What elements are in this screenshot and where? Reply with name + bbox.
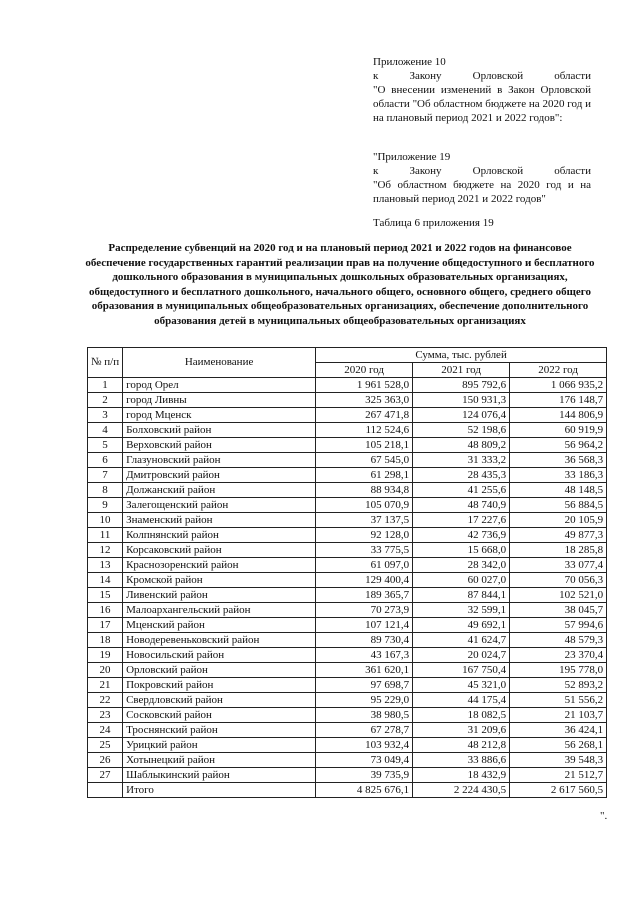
row-number: 9 <box>88 498 123 513</box>
value-2020: 105 218,1 <box>316 438 413 453</box>
value-2020: 67 545,0 <box>316 453 413 468</box>
value-2022: 21 103,7 <box>510 708 607 723</box>
appendix-19-header <box>373 150 591 206</box>
value-2021: 48 809,2 <box>413 438 510 453</box>
value-2020: 37 137,5 <box>316 513 413 528</box>
appendix-10-line2: к Закону Орловской области <box>373 70 591 82</box>
appendix-10-line3: "О внесении изменений в Закон Орловской области "Об областном бюджете на 2020 год и на плановый период 2021 и 2022 годов": <box>373 84 591 124</box>
row-name: город Орел <box>123 378 316 393</box>
row-number: 13 <box>88 558 123 573</box>
value-2020: 67 278,7 <box>316 723 413 738</box>
table-row <box>88 438 607 453</box>
header-number: № п/п <box>88 348 123 378</box>
row-name: Колпнянский район <box>123 528 316 543</box>
row-number: 11 <box>88 528 123 543</box>
row-number: 15 <box>88 588 123 603</box>
row-number: 10 <box>88 513 123 528</box>
value-2021: 28 435,3 <box>413 468 510 483</box>
value-2021: 41 624,7 <box>413 633 510 648</box>
table-row <box>88 738 607 753</box>
value-2021: 41 255,6 <box>413 483 510 498</box>
row-number: 8 <box>88 483 123 498</box>
table-reference: Таблица 6 приложения 19 <box>373 217 494 229</box>
table-row <box>88 378 607 393</box>
total-label: Итого <box>123 783 316 798</box>
row-name: Шаблыкинский район <box>123 768 316 783</box>
value-2020: 95 229,0 <box>316 693 413 708</box>
value-2021: 150 931,3 <box>413 393 510 408</box>
header-name: Наименование <box>123 348 316 378</box>
row-number: 3 <box>88 408 123 423</box>
value-2020: 189 365,7 <box>316 588 413 603</box>
value-2020: 361 620,1 <box>316 663 413 678</box>
row-number: 19 <box>88 648 123 663</box>
value-2020: 39 735,9 <box>316 768 413 783</box>
row-name: Свердловский район <box>123 693 316 708</box>
value-2021: 28 342,0 <box>413 558 510 573</box>
table-row <box>88 543 607 558</box>
value-2022: 52 893,2 <box>510 678 607 693</box>
value-2021: 17 227,6 <box>413 513 510 528</box>
table-row <box>88 633 607 648</box>
value-2022: 56 268,1 <box>510 738 607 753</box>
row-name: Ливенский район <box>123 588 316 603</box>
value-2022: 38 045,7 <box>510 603 607 618</box>
row-number: 24 <box>88 723 123 738</box>
row-number: 22 <box>88 693 123 708</box>
value-2020: 129 400,4 <box>316 573 413 588</box>
value-2020: 267 471,8 <box>316 408 413 423</box>
table-row <box>88 603 607 618</box>
value-2022: 70 056,3 <box>510 573 607 588</box>
row-name: Урицкий район <box>123 738 316 753</box>
row-name: Сосковский район <box>123 708 316 723</box>
document-title: Распределение субвенций на 2020 год и на плановый период 2021 и 2022 годов на финансовое обеспечение государственных гарантий реализации прав на получение общедоступного и бесплатного дошкольного образования в муниципальных дошкольных образовательных организациях, общедоступного и бесплатного дошкольного, начального общего, основного общего, среднего общего образования в муниципальных общеобразовательных организациях, обеспечение дополнительного образования детей в муниципальных общеобразовательных организациях <box>85 242 595 327</box>
value-2021: 15 668,0 <box>413 543 510 558</box>
value-2020: 89 730,4 <box>316 633 413 648</box>
row-name: город Ливны <box>123 393 316 408</box>
appendix-10-header <box>373 55 591 125</box>
value-2021: 60 027,0 <box>413 573 510 588</box>
total-2021: 2 224 430,5 <box>413 783 510 798</box>
row-name: Глазуновский район <box>123 453 316 468</box>
header-year-2022: 2022 год <box>510 363 607 378</box>
value-2021: 124 076,4 <box>413 408 510 423</box>
value-2021: 45 321,0 <box>413 678 510 693</box>
table-row <box>88 618 607 633</box>
row-name: Верховский район <box>123 438 316 453</box>
value-2022: 36 568,3 <box>510 453 607 468</box>
value-2020: 33 775,5 <box>316 543 413 558</box>
row-number: 23 <box>88 708 123 723</box>
value-2022: 176 148,7 <box>510 393 607 408</box>
appendix-19-line3: "Об областном бюджете на 2020 год и на плановый период 2021 и 2022 годов" <box>373 179 591 205</box>
value-2022: 21 512,7 <box>510 768 607 783</box>
row-number: 21 <box>88 678 123 693</box>
table-row <box>88 648 607 663</box>
row-name: Корсаковский район <box>123 543 316 558</box>
value-2020: 88 934,8 <box>316 483 413 498</box>
value-2020: 103 932,4 <box>316 738 413 753</box>
row-number: 20 <box>88 663 123 678</box>
value-2022: 23 370,4 <box>510 648 607 663</box>
row-name: Кромской район <box>123 573 316 588</box>
header-year-2021: 2021 год <box>413 363 510 378</box>
row-name: Троснянский район <box>123 723 316 738</box>
value-2021: 33 886,6 <box>413 753 510 768</box>
value-2022: 57 994,6 <box>510 618 607 633</box>
value-2022: 49 877,3 <box>510 528 607 543</box>
value-2021: 20 024,7 <box>413 648 510 663</box>
table-row <box>88 663 607 678</box>
value-2022: 51 556,2 <box>510 693 607 708</box>
value-2022: 48 579,3 <box>510 633 607 648</box>
header-sum: Сумма, тыс. рублей <box>316 348 607 363</box>
value-2021: 895 792,6 <box>413 378 510 393</box>
row-number: 26 <box>88 753 123 768</box>
row-name: Должанский район <box>123 483 316 498</box>
row-name: Новосильский район <box>123 648 316 663</box>
value-2022: 56 964,2 <box>510 438 607 453</box>
table-row <box>88 693 607 708</box>
row-name: Хотынецкий район <box>123 753 316 768</box>
value-2020: 325 363,0 <box>316 393 413 408</box>
row-number: 5 <box>88 438 123 453</box>
value-2022: 36 424,1 <box>510 723 607 738</box>
row-number: 16 <box>88 603 123 618</box>
value-2020: 92 128,0 <box>316 528 413 543</box>
value-2020: 107 121,4 <box>316 618 413 633</box>
value-2021: 18 082,5 <box>413 708 510 723</box>
value-2021: 49 692,1 <box>413 618 510 633</box>
table-row <box>88 678 607 693</box>
table-row <box>88 423 607 438</box>
value-2022: 56 884,5 <box>510 498 607 513</box>
table-row <box>88 453 607 468</box>
value-2020: 1 961 528,0 <box>316 378 413 393</box>
closing-quote: ". <box>600 810 608 822</box>
value-2020: 70 273,9 <box>316 603 413 618</box>
row-name: Новодеревеньковский район <box>123 633 316 648</box>
value-2022: 1 066 935,2 <box>510 378 607 393</box>
value-2022: 39 548,3 <box>510 753 607 768</box>
value-2021: 42 736,9 <box>413 528 510 543</box>
table-row <box>88 393 607 408</box>
value-2021: 44 175,4 <box>413 693 510 708</box>
value-2022: 48 148,5 <box>510 483 607 498</box>
appendix-10-line1: Приложение 10 <box>373 56 446 68</box>
table-row <box>88 558 607 573</box>
value-2022: 144 806,9 <box>510 408 607 423</box>
row-number: 12 <box>88 543 123 558</box>
row-number: 2 <box>88 393 123 408</box>
value-2022: 195 778,0 <box>510 663 607 678</box>
row-name: Дмитровский район <box>123 468 316 483</box>
table-body <box>88 378 607 783</box>
value-2022: 33 077,4 <box>510 558 607 573</box>
table-row <box>88 513 607 528</box>
table-row <box>88 498 607 513</box>
row-name: Малоархангельский район <box>123 603 316 618</box>
row-name: Покровский район <box>123 678 316 693</box>
table-row <box>88 753 607 768</box>
value-2021: 18 432,9 <box>413 768 510 783</box>
table-row <box>88 573 607 588</box>
row-number: 17 <box>88 618 123 633</box>
total-num-cell <box>88 783 123 798</box>
table-row <box>88 768 607 783</box>
value-2021: 31 209,6 <box>413 723 510 738</box>
total-row <box>88 783 607 798</box>
value-2021: 32 599,1 <box>413 603 510 618</box>
value-2022: 33 186,3 <box>510 468 607 483</box>
value-2021: 48 212,8 <box>413 738 510 753</box>
value-2020: 61 097,0 <box>316 558 413 573</box>
value-2021: 167 750,4 <box>413 663 510 678</box>
table-row <box>88 483 607 498</box>
table-row <box>88 408 607 423</box>
table-row <box>88 528 607 543</box>
value-2020: 38 980,5 <box>316 708 413 723</box>
value-2020: 43 167,3 <box>316 648 413 663</box>
row-name: Краснозоренский район <box>123 558 316 573</box>
value-2021: 87 844,1 <box>413 588 510 603</box>
row-number: 1 <box>88 378 123 393</box>
row-number: 25 <box>88 738 123 753</box>
table-header-row <box>88 348 607 363</box>
value-2020: 112 524,6 <box>316 423 413 438</box>
row-number: 7 <box>88 468 123 483</box>
value-2022: 20 105,9 <box>510 513 607 528</box>
value-2020: 97 698,7 <box>316 678 413 693</box>
row-name: Орловский район <box>123 663 316 678</box>
value-2022: 60 919,9 <box>510 423 607 438</box>
appendix-19-line2: к Закону Орловской области <box>373 165 591 177</box>
total-2022: 2 617 560,5 <box>510 783 607 798</box>
row-name: Знаменский район <box>123 513 316 528</box>
row-name: Мценский район <box>123 618 316 633</box>
table-row <box>88 723 607 738</box>
row-number: 18 <box>88 633 123 648</box>
value-2022: 102 521,0 <box>510 588 607 603</box>
table-row <box>88 708 607 723</box>
row-name: Залегощенский район <box>123 498 316 513</box>
value-2020: 61 298,1 <box>316 468 413 483</box>
total-2020: 4 825 676,1 <box>316 783 413 798</box>
row-number: 6 <box>88 453 123 468</box>
value-2021: 48 740,9 <box>413 498 510 513</box>
row-number: 14 <box>88 573 123 588</box>
value-2021: 52 198,6 <box>413 423 510 438</box>
value-2020: 105 070,9 <box>316 498 413 513</box>
row-number: 4 <box>88 423 123 438</box>
value-2021: 31 333,2 <box>413 453 510 468</box>
subvention-table <box>87 347 607 798</box>
row-number: 27 <box>88 768 123 783</box>
appendix-19-line1: "Приложение 19 <box>373 151 451 163</box>
row-name: Болховский район <box>123 423 316 438</box>
table-row <box>88 588 607 603</box>
value-2022: 18 285,8 <box>510 543 607 558</box>
table-row <box>88 468 607 483</box>
row-name: город Мценск <box>123 408 316 423</box>
value-2020: 73 049,4 <box>316 753 413 768</box>
header-year-2020: 2020 год <box>316 363 413 378</box>
